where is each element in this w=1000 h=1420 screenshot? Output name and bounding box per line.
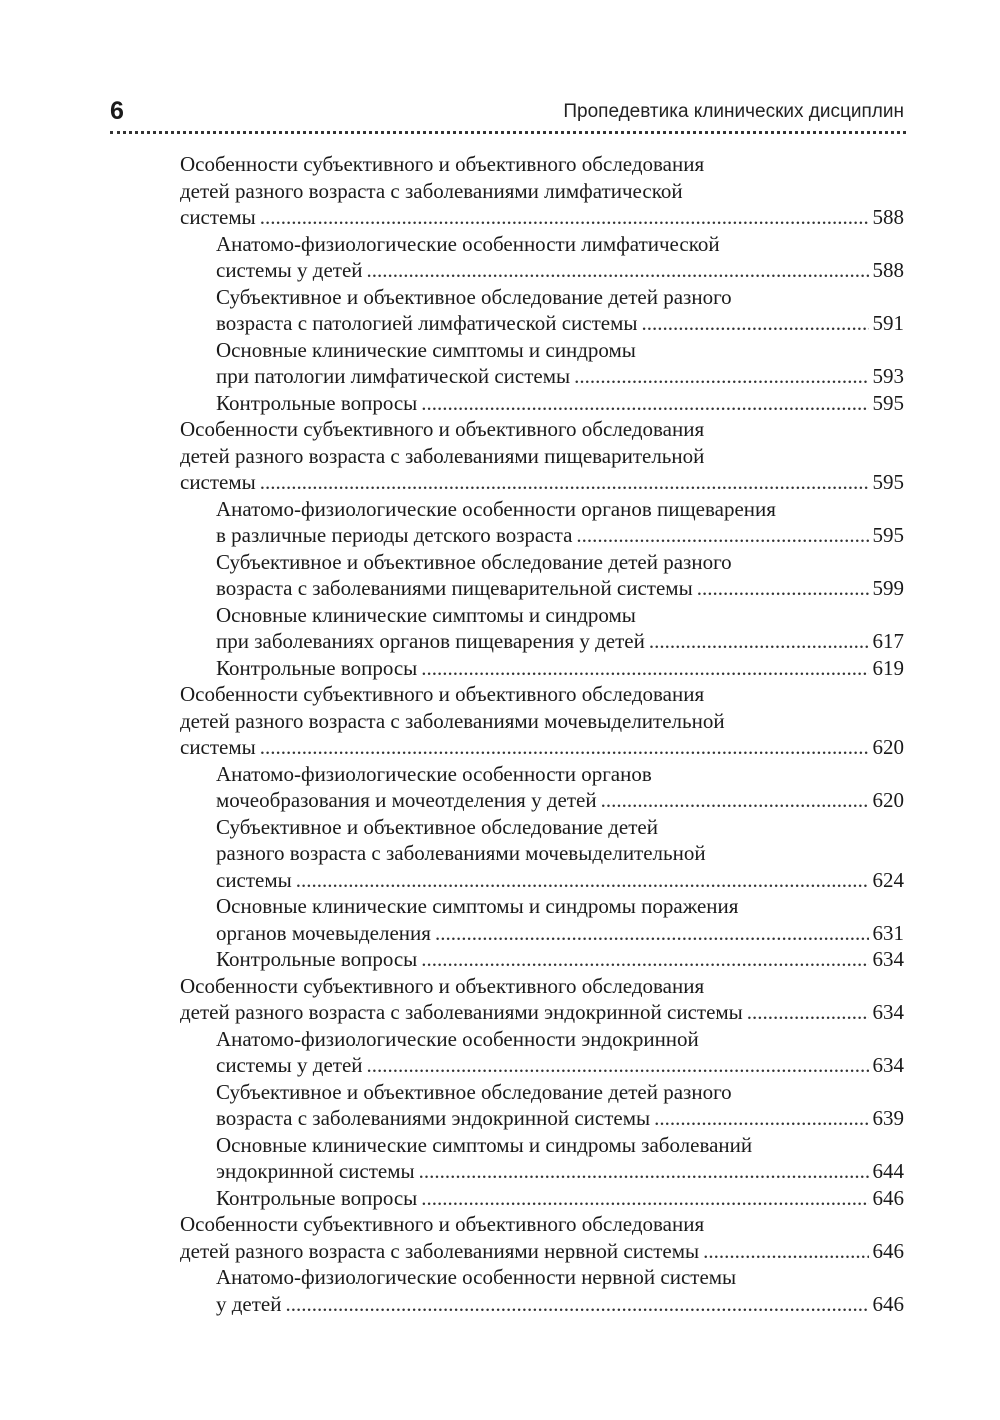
toc-subsection-entry[interactable] [180, 337, 904, 390]
toc-subsection-entry[interactable] [180, 1264, 904, 1317]
dot-leader [260, 734, 869, 761]
toc-entry-title-line: детей разного возраста с заболеваниями пищеварительной [180, 443, 705, 468]
toc-entry-title-line: Основные клинические симптомы и синдромы [216, 602, 636, 627]
toc-section-entry[interactable] [180, 416, 904, 496]
toc-page-number: 631 [872, 920, 904, 945]
toc-subsection-entry[interactable] [180, 496, 904, 549]
toc-page-number: 646 [872, 1291, 904, 1316]
dot-leader [649, 628, 869, 655]
toc-entry-title-line: системы [180, 735, 256, 759]
running-title: Пропедевтика клинических дисциплин [563, 101, 904, 122]
toc-entry-title-line: Особенности субъективного и объективного обследования [180, 417, 705, 441]
toc-entry-title-line: системы [180, 470, 256, 494]
dot-leader [260, 469, 869, 496]
toc-entry-title-line: органов мочевыделения [216, 920, 431, 945]
dot-leader [296, 867, 869, 894]
toc-subsection-entry[interactable] [180, 1185, 904, 1212]
toc-entry-title-line: Особенности субъективного и объективного обследования [180, 682, 705, 706]
toc-subsection-entry[interactable] [180, 1026, 904, 1079]
toc-page-number: 634 [872, 1053, 904, 1077]
toc-subsection-entry[interactable] [180, 814, 904, 894]
toc-page-number: 634 [872, 1000, 904, 1024]
toc-page-number: 595 [872, 523, 904, 547]
toc-subsection-entry[interactable] [180, 893, 904, 946]
page-number: 6 [110, 97, 124, 125]
toc-subsection-entry[interactable] [180, 390, 904, 417]
toc-page-number: 595 [872, 390, 904, 415]
toc-section-entry[interactable] [180, 1211, 904, 1264]
toc-entry-title-line: Субъективное и объективное обследование детей разного [216, 549, 732, 574]
toc-entry-title-line: Анатомо-физиологические особенности эндокринной [216, 1026, 699, 1051]
toc-page-number: 646 [872, 1185, 904, 1210]
toc-entry-title-line: системы у детей [216, 1053, 363, 1077]
toc-page-number: 646 [872, 1238, 904, 1263]
dot-leader [703, 1238, 868, 1265]
toc-page-number: 644 [872, 1159, 904, 1183]
dot-leader [367, 257, 869, 284]
toc-entry-title-line: возраста с заболеваниями эндокринной системы [216, 1106, 651, 1130]
toc-page-number: 595 [872, 470, 904, 494]
toc-entry-title-line: Субъективное и объективное обследование детей разного [216, 284, 732, 309]
toc-page-number: 593 [872, 364, 904, 388]
toc-entry-title-line: Основные клинические симптомы и синдромы поражения [216, 894, 739, 918]
toc-subsection-entry[interactable] [180, 549, 904, 602]
toc-page-number: 619 [872, 655, 904, 680]
dot-leader [697, 575, 869, 602]
toc-entry-title-line: системы у детей [216, 258, 363, 282]
dot-leader [601, 787, 869, 814]
toc-entry-title-line: детей разного возраста с заболеваниями нервной системы [180, 1238, 700, 1263]
dot-leader [286, 1291, 869, 1318]
toc-subsection-entry[interactable] [180, 946, 904, 973]
dot-leader [576, 522, 868, 549]
toc-page-number: 588 [872, 258, 904, 282]
toc-entry-title-line: мочеобразования и мочеотделения у детей [216, 788, 597, 812]
toc-page-number: 599 [872, 576, 904, 600]
toc-subsection-entry[interactable] [180, 231, 904, 284]
toc-page-number: 591 [872, 311, 904, 335]
toc-entry-title-line: Анатомо-физиологические особенности нервной системы [216, 1265, 737, 1289]
toc-entry-title-line: эндокринной системы [216, 1159, 415, 1183]
toc-entry-title-line: детей разного возраста с заболеваниями мочевыделительной [180, 708, 725, 733]
toc-page-number: 634 [872, 947, 904, 971]
toc-section-entry[interactable] [180, 681, 904, 761]
toc-entry-title-line: детей разного возраста с заболеваниями эндокринной системы [180, 1000, 743, 1024]
toc-entry-title-line: Контрольные вопросы [216, 655, 418, 680]
toc-page-number: 617 [872, 629, 904, 653]
dot-leader [654, 1105, 868, 1132]
dot-leader [260, 204, 869, 231]
toc-subsection-entry[interactable] [180, 284, 904, 337]
toc-entry-title-line: Контрольные вопросы [216, 1185, 418, 1210]
toc-page-number: 620 [872, 735, 904, 759]
toc-section-entry[interactable] [180, 973, 904, 1026]
toc-entry-title-line: Субъективное и объективное обследование детей [216, 814, 658, 839]
toc-entry-title-line: Основные клинические симптомы и синдромы [216, 337, 636, 362]
dot-leader [421, 1185, 868, 1212]
toc-entry-title-line: Субъективное и объективное обследование детей разного [216, 1079, 732, 1104]
dot-leader [421, 655, 868, 682]
toc-entry-title-line: Основные клинические симптомы и синдромы заболеваний [216, 1132, 753, 1157]
toc-section-entry[interactable] [180, 151, 904, 231]
toc-entry-title-line: возраста с заболеваниями пищеварительной системы [216, 576, 693, 600]
dot-leader [421, 390, 868, 417]
toc-entry-title-line: Анатомо-физиологические особенности лимфатической [216, 231, 720, 256]
header-dotted-rule [110, 131, 906, 134]
toc-entry-title-line: у детей [216, 1291, 282, 1316]
dot-leader [367, 1052, 869, 1079]
toc-entry-title-line: системы [180, 205, 256, 229]
toc-page-number: 639 [872, 1106, 904, 1130]
table-of-contents [180, 151, 904, 1317]
dot-leader [435, 920, 869, 947]
toc-subsection-entry[interactable] [180, 1132, 904, 1185]
dot-leader [574, 363, 868, 390]
toc-page-number: 624 [872, 867, 904, 892]
toc-entry-title-line: Анатомо-физиологические особенности органов пищеварения [216, 496, 776, 521]
toc-entry-title-line: Контрольные вопросы [216, 947, 418, 971]
toc-entry-title-line: Анатомо-физиологические особенности органов [216, 761, 652, 786]
toc-entry-title-line: в различные периоды детского возраста [216, 523, 573, 547]
toc-entry-title-line: разного возраста с заболеваниями мочевыделительной [216, 841, 706, 865]
dot-leader [642, 310, 869, 337]
dot-leader [747, 999, 869, 1026]
toc-page-number: 620 [872, 788, 904, 812]
toc-entry-title-line: Особенности субъективного и объективного обследования [180, 973, 705, 998]
toc-entry-title-line: Особенности субъективного и объективного обследования [180, 1212, 705, 1236]
toc-subsection-entry[interactable] [180, 655, 904, 682]
toc-entry-title-line: системы [216, 867, 292, 892]
toc-entry-title-line: при патологии лимфатической системы [216, 364, 571, 388]
toc-subsection-entry[interactable] [180, 1079, 904, 1132]
toc-subsection-entry[interactable] [180, 602, 904, 655]
toc-page-number: 588 [872, 205, 904, 229]
toc-entry-title-line: детей разного возраста с заболеваниями лимфатической [180, 178, 683, 203]
toc-subsection-entry[interactable] [180, 761, 904, 814]
toc-entry-title-line: Контрольные вопросы [216, 390, 418, 415]
toc-entry-title-line: возраста с патологией лимфатической системы [216, 311, 638, 335]
dot-leader [419, 1158, 869, 1185]
toc-entry-title-line: Особенности субъективного и объективного обследования [180, 152, 705, 176]
dot-leader [421, 946, 868, 973]
toc-entry-title-line: при заболеваниях органов пищеварения у детей [216, 629, 645, 653]
